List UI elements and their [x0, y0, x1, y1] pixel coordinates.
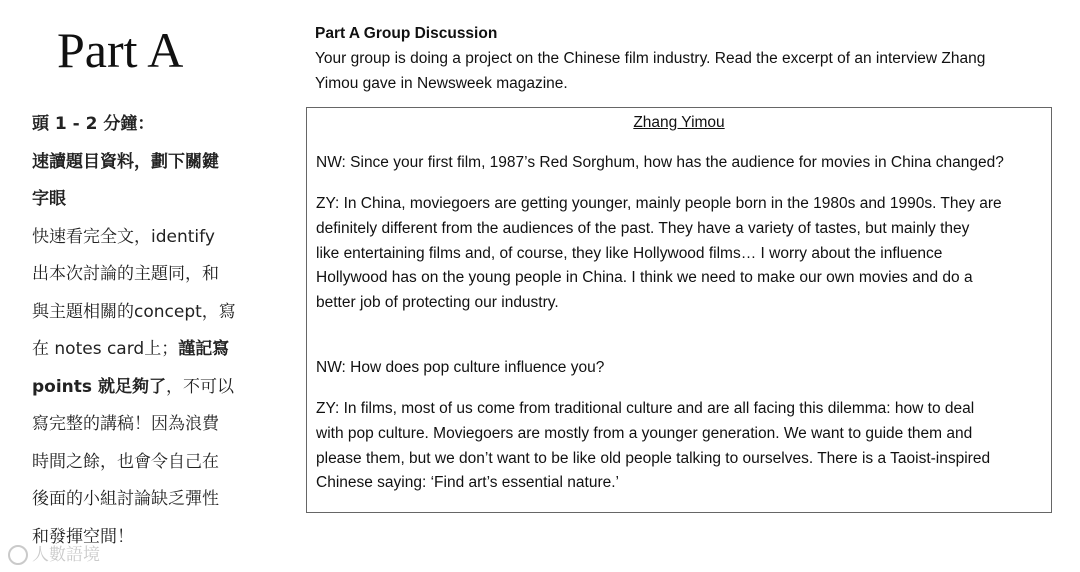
notes-text: ，不可以: [165, 376, 234, 397]
notes-emphasis: 謹記寫: [178, 339, 230, 359]
watermark-logo-icon: [8, 545, 28, 565]
answer-line: Chinese saying: ‘Find art’s essential nature.’: [316, 474, 619, 492]
page-title: Part A: [57, 22, 184, 78]
answer-line: better job of protecting our industry.: [316, 294, 559, 312]
task-header: [315, 21, 1055, 96]
answer-line: ZY: In China, moviegoers are getting younger, mainly people born in the 1980s and 1990s. They are: [316, 195, 1002, 212]
answer-line: Hollywood has on the young people in China. I think we need to make our own movies and do a: [316, 269, 973, 287]
notes-line: 字眼: [32, 189, 66, 209]
notes-line: 時間之餘，也會令自己在: [32, 451, 219, 472]
interview-question: NW: How does pop culture influence you?: [316, 359, 605, 376]
interview-question: NW: Since your first film, 1987’s Red Sorghum, how has the audience for movies in China changed?: [316, 154, 1004, 171]
notes-line: 頭 1 - 2 分鐘：: [32, 114, 155, 134]
intro-line: Your group is doing a project on the Chinese film industry. Read the excerpt of an interview Zhang: [315, 50, 986, 67]
notes-line: 出本次討論的主題同，和: [32, 264, 219, 284]
notes-text: 在 notes card上；: [32, 339, 179, 359]
notes-line: 和發揮空間！: [32, 526, 134, 547]
answer-line: ZY: In films, most of us come from traditional culture and are all facing this dilemma: how to deal: [316, 400, 975, 417]
intro-line: Yimou gave in Newsweek magazine.: [315, 75, 568, 92]
study-tips-notes: [32, 106, 282, 556]
notes-line: [32, 369, 282, 407]
interview-excerpt-box: [306, 107, 1052, 513]
interview-answer: [316, 192, 1046, 316]
notes-line: 速讀題目資料，劃下關鍵: [32, 151, 219, 172]
notes-line: 後面的小組討論缺乏彈性: [32, 489, 219, 509]
watermark-text: 人數語境: [32, 545, 100, 565]
interview-answer: [316, 397, 1046, 496]
notes-line: 與主題相關的concept，寫: [32, 301, 236, 322]
notes-line: 寫完整的講稿！因為浪費: [32, 414, 219, 434]
answer-line: with pop culture. Moviegoers are mostly from a younger generation. We want to guide them and: [316, 424, 973, 442]
notes-line: [32, 331, 282, 369]
answer-line: please them, but we don’t want to be like old people talking to ourselves. There is a Taoist-inspired: [316, 449, 991, 467]
notes-line: 快速看完全文，identify: [32, 226, 215, 247]
section-heading: Part A Group Discussion: [315, 25, 498, 42]
notes-emphasis: points 就足夠了: [32, 376, 166, 397]
answer-line: definitely different from the audiences of the past. They have a variety of tastes, but mainly they: [316, 219, 970, 237]
watermark: [8, 540, 100, 565]
answer-line: like entertaining films and, of course, they like Hollywood films… I worry about the influence: [316, 244, 943, 262]
excerpt-title: Zhang Yimou: [633, 114, 725, 131]
